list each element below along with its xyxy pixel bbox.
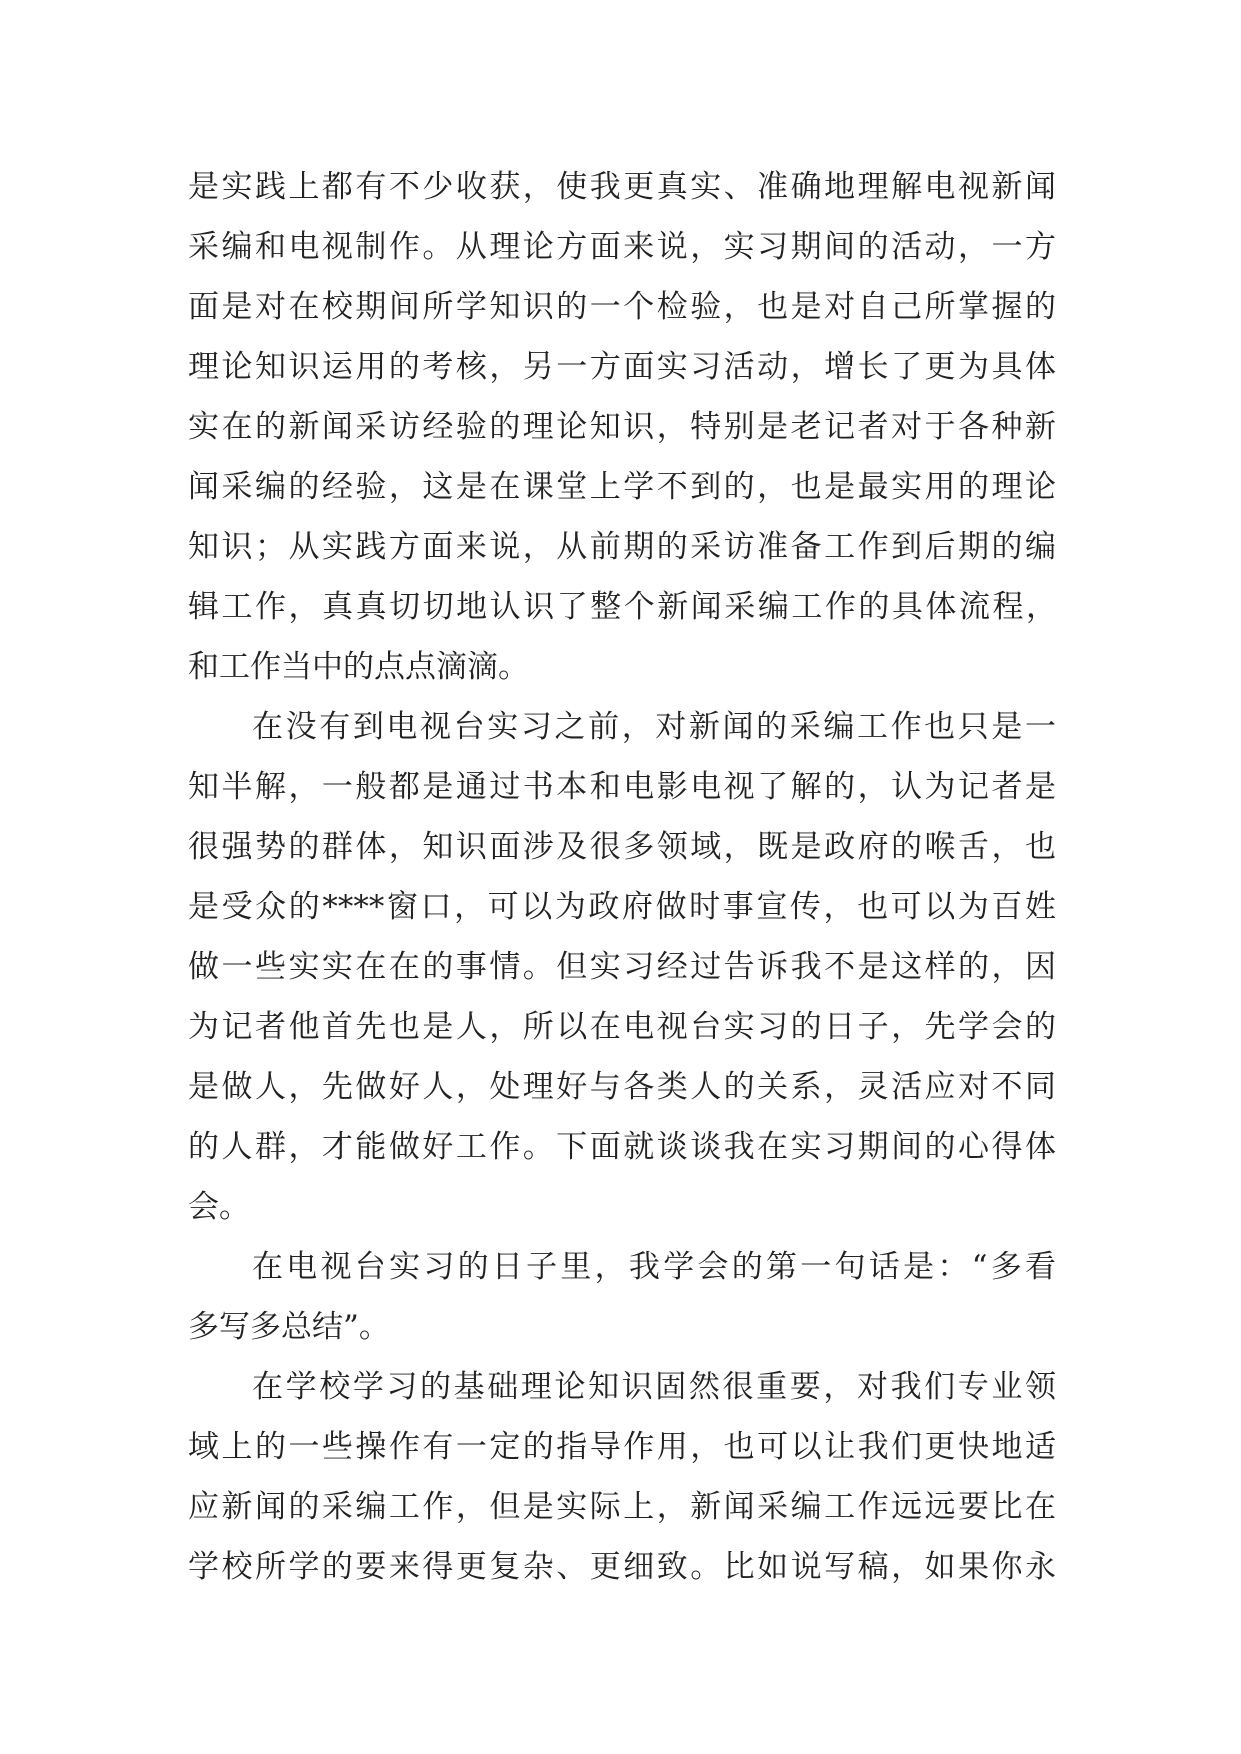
text-line: 闻采编的经验，这是在课堂上学不到的，也是最实用的理论	[188, 469, 1056, 505]
paragraph	[188, 157, 1056, 697]
text-line: 辑工作，真真切切地认识了整个新闻采编工作的具体流程，	[188, 589, 1056, 625]
text-line: 知识；从实践方面来说，从前期的采访准备工作到后期的编	[188, 529, 1056, 565]
text-line: 多写多总结”。	[188, 1309, 390, 1345]
text-line: 是做人，先做好人，处理好与各类人的关系，灵活应对不同	[188, 1069, 1056, 1105]
paragraph	[188, 1237, 1056, 1357]
text-line: 实在的新闻采访经验的理论知识，特别是老记者对于各种新	[188, 409, 1056, 445]
text-line: 在电视台实习的日子里，我学会的第一句话是：“多看	[252, 1249, 1056, 1285]
text-line: 在学校学习的基础理论知识固然很重要，对我们专业领	[252, 1369, 1056, 1405]
text-line: 在没有到电视台实习之前，对新闻的采编工作也只是一	[252, 709, 1056, 745]
paragraph	[188, 1357, 1056, 1597]
text-line: 是实践上都有不少收获，使我更真实、准确地理解电视新闻	[188, 169, 1056, 205]
text-line: 是受众的****窗口，可以为政府做时事宣传，也可以为百姓	[188, 889, 1056, 925]
text-line: 很强势的群体，知识面涉及很多领域，既是政府的喉舌，也	[188, 829, 1056, 865]
text-line: 面是对在校期间所学知识的一个检验，也是对自己所掌握的	[188, 289, 1056, 325]
text-line: 应新闻的采编工作，但是实际上，新闻采编工作远远要比在	[188, 1489, 1056, 1525]
paragraph	[188, 697, 1056, 1237]
text-line: 的人群，才能做好工作。下面就谈谈我在实习期间的心得体	[188, 1129, 1056, 1165]
text-line: 和工作当中的点点滴滴。	[188, 649, 529, 685]
text-line: 理论知识运用的考核，另一方面实习活动，增长了更为具体	[188, 349, 1056, 385]
text-line: 学校所学的要来得更复杂、更细致。比如说写稿，如果你永	[188, 1549, 1056, 1585]
text-line: 为记者他首先也是人，所以在电视台实习的日子，先学会的	[188, 1009, 1056, 1045]
text-line: 域上的一些操作有一定的指导作用，也可以让我们更快地适	[188, 1429, 1056, 1465]
text-line: 做一些实实在在的事情。但实习经过告诉我不是这样的，因	[188, 949, 1056, 985]
text-line: 知半解，一般都是通过书本和电影电视了解的，认为记者是	[188, 769, 1056, 805]
text-line: 采编和电视制作。从理论方面来说，实习期间的活动，一方	[188, 229, 1056, 265]
text-line: 会。	[188, 1189, 250, 1225]
document-body	[188, 157, 1056, 1597]
